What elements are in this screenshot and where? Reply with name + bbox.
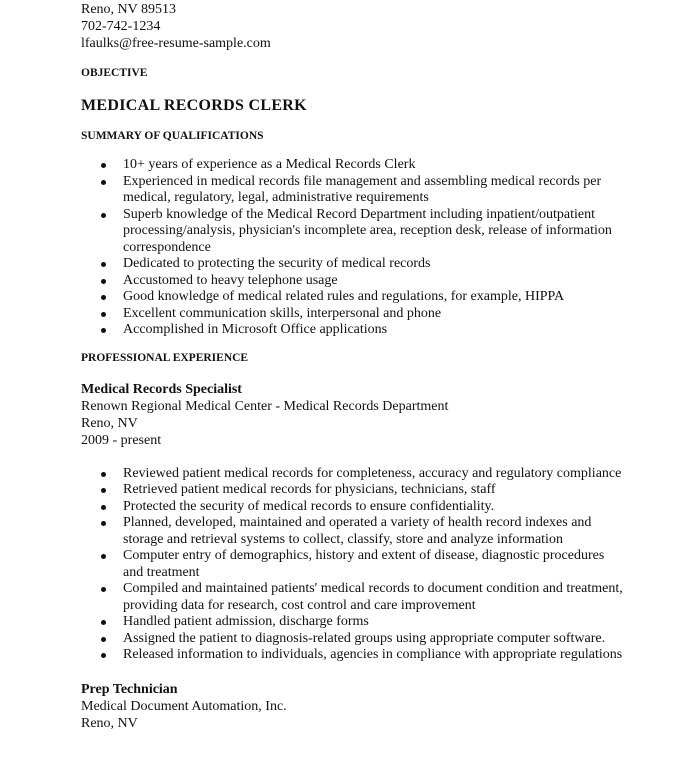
list-item: 10+ years of experience as a Medical Records Clerk — [81, 157, 623, 174]
bullet-icon — [101, 213, 106, 218]
experience-heading: PROFESSIONAL EXPERIENCE — [81, 351, 249, 364]
list-item: Computer entry of demographics, history and extent of disease, diagnostic procedures and treatment — [81, 548, 623, 581]
list-item: Reviewed patient medical records for completeness, accuracy and regulatory compliance — [81, 466, 623, 483]
bullet-icon — [101, 328, 106, 333]
job-employer: Renown Regional Medical Center - Medical Records Department — [81, 398, 449, 414]
contact-email: lfaulks@free-resume-sample.com — [81, 36, 271, 51]
list-item: Compiled and maintained patients' medical records to document condition and treatment, providing data for research, cost control and care improvement — [81, 581, 623, 614]
summary-heading: SUMMARY OF QUALIFICATIONS — [81, 130, 264, 142]
job-duties-list — [81, 466, 681, 664]
summary-list — [81, 157, 681, 339]
list-item: Handled patient admission, discharge forms — [81, 614, 623, 631]
list-item: Released information to individuals, agencies in compliance with appropriate regulations — [81, 647, 623, 664]
bullet-icon — [101, 521, 106, 526]
job-entry — [81, 381, 681, 664]
bullet-icon — [101, 554, 106, 559]
bullet-icon — [101, 587, 106, 592]
list-item: Good knowledge of medical related rules and regulations, for example, HIPPA — [81, 289, 623, 306]
job-title: Medical Records Specialist — [81, 381, 242, 397]
job-title: Prep Technician — [81, 681, 178, 697]
job-location: Reno, NV — [81, 415, 138, 431]
objective-title: MEDICAL RECORDS CLERK — [81, 97, 307, 114]
bullet-icon — [101, 180, 106, 185]
job-location: Reno, NV — [81, 715, 138, 731]
job-employer: Medical Document Automation, Inc. — [81, 698, 287, 714]
objective-heading: OBJECTIVE — [81, 67, 148, 79]
list-item: Planned, developed, maintained and operated a variety of health record indexes and storage and retrieval systems to collect, classify, store and analyze information — [81, 515, 623, 548]
bullet-icon — [101, 653, 106, 658]
list-item: Protected the security of medical records to ensure confidentiality. — [81, 499, 623, 516]
bullet-icon — [101, 637, 106, 642]
bullet-icon — [101, 279, 106, 284]
resume-page — [81, 1, 681, 732]
list-item: Experienced in medical records file management and assembling medical records per medical, regulatory, legal, administrative requirements — [81, 174, 623, 207]
contact-city: Reno, NV 89513 — [81, 2, 177, 17]
list-item: Accustomed to heavy telephone usage — [81, 273, 623, 290]
job-entry — [81, 681, 681, 732]
bullet-icon — [101, 295, 106, 300]
list-item: Superb knowledge of the Medical Record Department including inpatient/outpatient processing/analysis, physician's incomplete area, reception desk, release of information correspondence — [81, 207, 623, 257]
bullet-icon — [101, 262, 106, 267]
bullet-icon — [101, 505, 106, 510]
list-item: Dedicated to protecting the security of medical records — [81, 256, 623, 273]
contact-block — [81, 1, 681, 52]
list-item: Accomplished in Microsoft Office applications — [81, 322, 623, 339]
bullet-icon — [101, 488, 106, 493]
bullet-icon — [101, 163, 106, 168]
contact-phone: 702-742-1234 — [81, 19, 161, 34]
bullet-icon — [101, 620, 106, 625]
list-item: Assigned the patient to diagnosis-related groups using appropriate computer software. — [81, 631, 623, 648]
list-item: Excellent communication skills, interpersonal and phone — [81, 306, 623, 323]
bullet-icon — [101, 312, 106, 317]
job-dates: 2009 - present — [81, 432, 162, 448]
list-item: Retrieved patient medical records for physicians, technicians, staff — [81, 482, 623, 499]
bullet-icon — [101, 472, 106, 477]
